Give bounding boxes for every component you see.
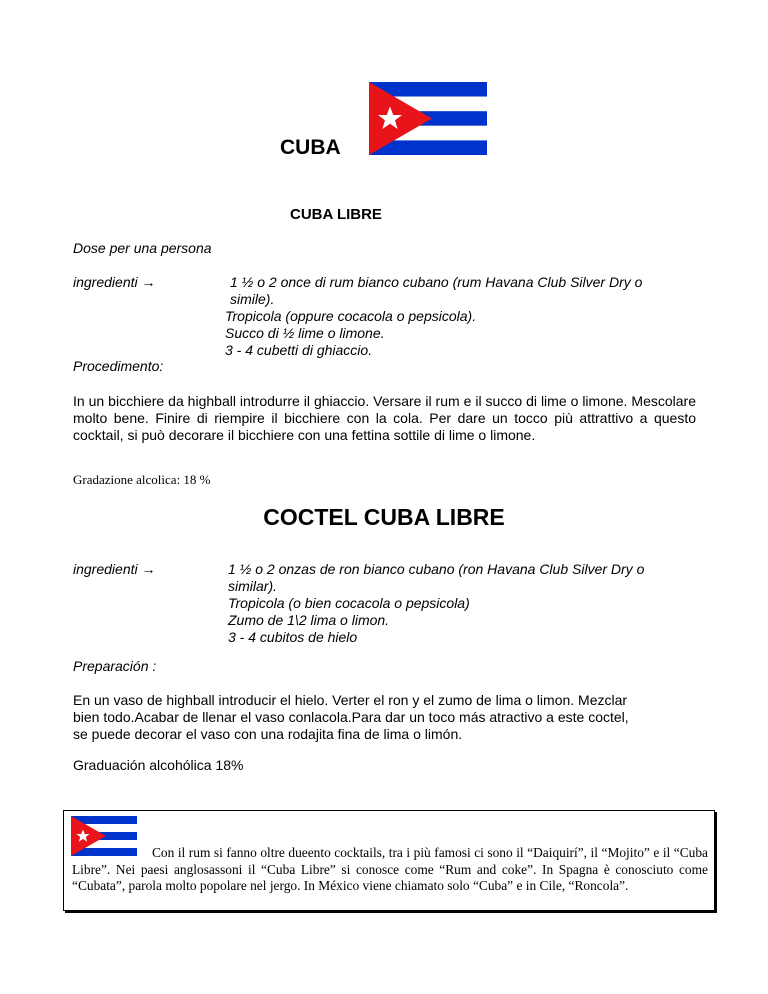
procedure-line: bien todo.Acabar de llenar el vaso conlacola.Para dar un toco más atractivo a este coctel, xyxy=(73,709,629,725)
procedure-text-spanish xyxy=(73,692,629,743)
ingredient-line: Tropicola (oppure cocacola o pepsicola). xyxy=(225,308,477,324)
ingredient-line: 1 ½ o 2 onzas de ron bianco cubano (ron Havana Club Silver Dry o xyxy=(228,561,645,577)
ingredients-label-spanish: ingredienti → xyxy=(73,561,156,577)
ingredient-line: Succo di ½ lime o limone. xyxy=(225,325,385,341)
ingredient-line: Tropicola (o bien cocacola o pepsicola) xyxy=(228,595,470,611)
procedure-label-spanish: Preparación : xyxy=(73,658,157,674)
ingredient-line: simile). xyxy=(230,291,275,307)
page-title: CUBA xyxy=(280,136,341,159)
note-box xyxy=(63,810,715,911)
procedure-line: se puede decorar el vaso con una rodajita fina de lima o limón. xyxy=(73,726,463,742)
ingredient-line: Zumo de 1\2 lima o limon. xyxy=(228,612,390,628)
recipe-title-spanish: COCTEL CUBA LIBRE xyxy=(263,504,505,530)
ingredient-line: 3 - 4 cubitos de hielo xyxy=(228,629,358,645)
procedure-line: En un vaso de highball introducir el hielo. Verter el ron y el zumo de lima o limon. Mezclar xyxy=(73,692,628,708)
ingredient-line: 1 ½ o 2 once di rum bianco cubano (rum Havana Club Silver Dry o xyxy=(230,274,643,290)
ingredients-list-spanish xyxy=(228,561,644,646)
ingredient-line: similar). xyxy=(228,578,277,594)
recipe-title-italian: CUBA LIBRE xyxy=(290,206,382,223)
note-text xyxy=(72,845,708,895)
dose-text: Dose per una persona xyxy=(73,240,212,256)
procedure-label-italian: Procedimento: xyxy=(73,358,164,374)
ingredients-list-italian xyxy=(225,274,642,359)
ingredients-label-italian: ingredienti → xyxy=(73,274,156,290)
alcohol-content-spanish: Graduación alcohólica 18% xyxy=(73,757,244,773)
alcohol-content-italian: Gradazione alcolica: 18 % xyxy=(73,472,211,487)
procedure-text-italian: In un bicchiere da highball introdurre il ghiaccio. Versare il rum e il succo di lime o limone. Mescolare molto bene. Finire di riempire il bicchiere con la cola. Per dare un tocco più attrattivo a questo cocktail, si può decorare il bicchiere con una fettina sottile di lime o limone. xyxy=(73,393,696,443)
ingredient-line: 3 - 4 cubetti di ghiaccio. xyxy=(225,342,373,358)
cuba-flag-image xyxy=(369,82,487,155)
note-text-content: Con il rum si fanno oltre dueento cocktails, tra i più famosi ci sono il “Daiquirí”, il “Mojito” e il “Cuba Libre”. Nei paesi anglosassoni il “Cuba Libre” si conosce come “Rum and coke”. In Spagna è conosciuto come “Cubata”, parola molto popolare nel jergo. In México viene chiamato solo “Cuba” e in Cile, “Roncola”. xyxy=(72,845,708,893)
